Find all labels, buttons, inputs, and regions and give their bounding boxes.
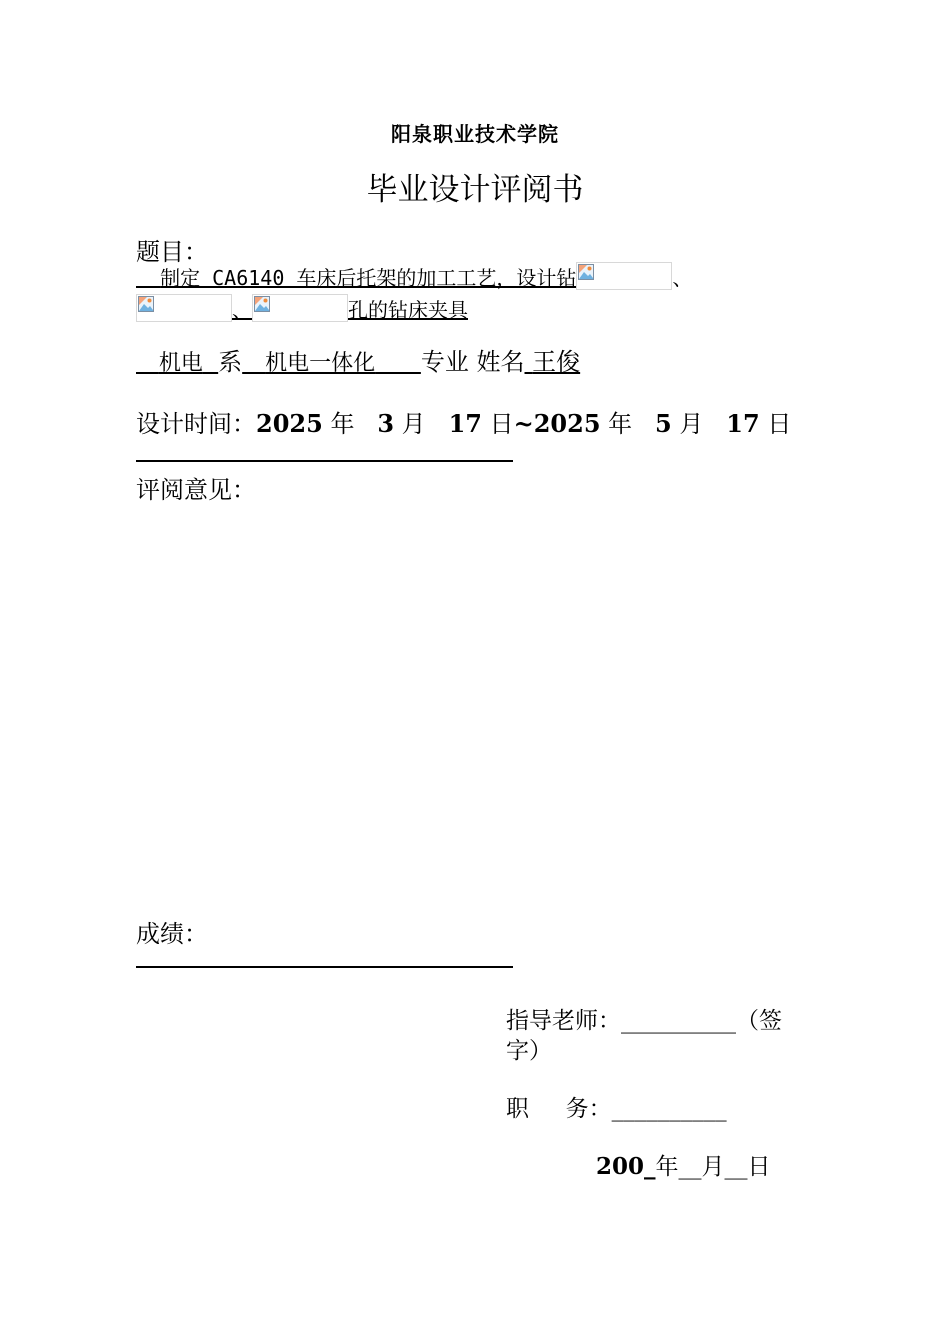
date-month-unit: 月 bbox=[701, 1154, 725, 1180]
school-name: 阳泉职业技术学院 bbox=[391, 122, 559, 146]
topic-line-2 bbox=[136, 294, 468, 324]
major-blank-left bbox=[242, 348, 265, 376]
topic-separator-2: 、 bbox=[232, 298, 252, 322]
end-day-unit: 日 bbox=[767, 410, 792, 438]
broken-image-placeholder bbox=[252, 294, 348, 322]
start-year-unit: 年 bbox=[330, 410, 355, 438]
major-blank-right bbox=[375, 348, 421, 376]
broken-image-icon bbox=[254, 296, 270, 312]
design-time-label: 设计时间： bbox=[136, 410, 256, 438]
student-name: 王俊 bbox=[532, 348, 581, 376]
start-month: 3 bbox=[377, 409, 395, 438]
position-blank: __________ bbox=[611, 1096, 727, 1122]
start-day-unit: 日 bbox=[489, 410, 514, 438]
broken-image-placeholder bbox=[136, 294, 232, 322]
start-month-unit: 月 bbox=[401, 410, 426, 438]
advisor-sign-note: （签 bbox=[736, 1008, 782, 1034]
start-day: 17 bbox=[448, 409, 482, 438]
department-blank-right bbox=[203, 348, 218, 376]
grade-label: 成绩： bbox=[136, 920, 208, 948]
review-opinion-label: 评阅意见： bbox=[136, 476, 256, 504]
document-title: 毕业设计评阅书 bbox=[366, 172, 584, 208]
department-value: 机电 bbox=[158, 351, 203, 376]
signature-date-line bbox=[596, 1148, 771, 1181]
topic-separator-1: 、 bbox=[672, 266, 693, 290]
advisor-sign-note-continued: 字） bbox=[506, 1038, 552, 1064]
department-blank-left bbox=[136, 348, 159, 376]
position-line bbox=[506, 1090, 727, 1123]
date-range-tilde: ~ bbox=[513, 409, 534, 438]
grade-underline bbox=[136, 966, 513, 968]
position-label-a: 职 bbox=[506, 1096, 529, 1122]
date-day-unit: 日 bbox=[747, 1154, 771, 1180]
department-line bbox=[136, 342, 580, 377]
topic-text-2: 孔的钻床夹具 bbox=[348, 298, 468, 322]
broken-image-icon bbox=[578, 264, 594, 280]
start-year: 2025 bbox=[256, 409, 323, 438]
name-blank bbox=[525, 348, 533, 376]
end-month: 5 bbox=[655, 409, 672, 438]
topic-text-1: 制定 CA6140 车床后托架的加工工艺，设计钻 bbox=[160, 266, 577, 290]
end-year-unit: 年 bbox=[608, 410, 633, 438]
date-day-blank: __ bbox=[724, 1154, 748, 1180]
major-suffix: 专业 bbox=[420, 348, 469, 376]
advisor-signature-blank: __________ bbox=[621, 1008, 736, 1034]
date-year-prefix: 200_ bbox=[596, 1153, 656, 1180]
topic-label: 题目： bbox=[136, 238, 208, 266]
broken-image-placeholder bbox=[576, 262, 672, 290]
major-value: 机电一体化 bbox=[265, 351, 376, 376]
date-year-unit: 年 bbox=[655, 1154, 679, 1180]
design-time-line bbox=[136, 404, 791, 439]
topic-indent bbox=[136, 266, 160, 290]
topic-line-1 bbox=[136, 262, 692, 292]
end-month-unit: 月 bbox=[679, 410, 704, 438]
position-label-b: 务： bbox=[565, 1096, 612, 1122]
advisor-label: 指导老师： bbox=[506, 1008, 621, 1034]
name-label: 姓名 bbox=[476, 348, 525, 376]
department-suffix: 系 bbox=[218, 348, 243, 376]
date-month-blank: __ bbox=[678, 1154, 702, 1180]
broken-image-icon bbox=[138, 296, 154, 312]
design-time-underline bbox=[136, 460, 513, 462]
end-year: 2025 bbox=[533, 409, 601, 438]
advisor-line bbox=[506, 1002, 782, 1035]
end-day: 17 bbox=[726, 409, 760, 438]
